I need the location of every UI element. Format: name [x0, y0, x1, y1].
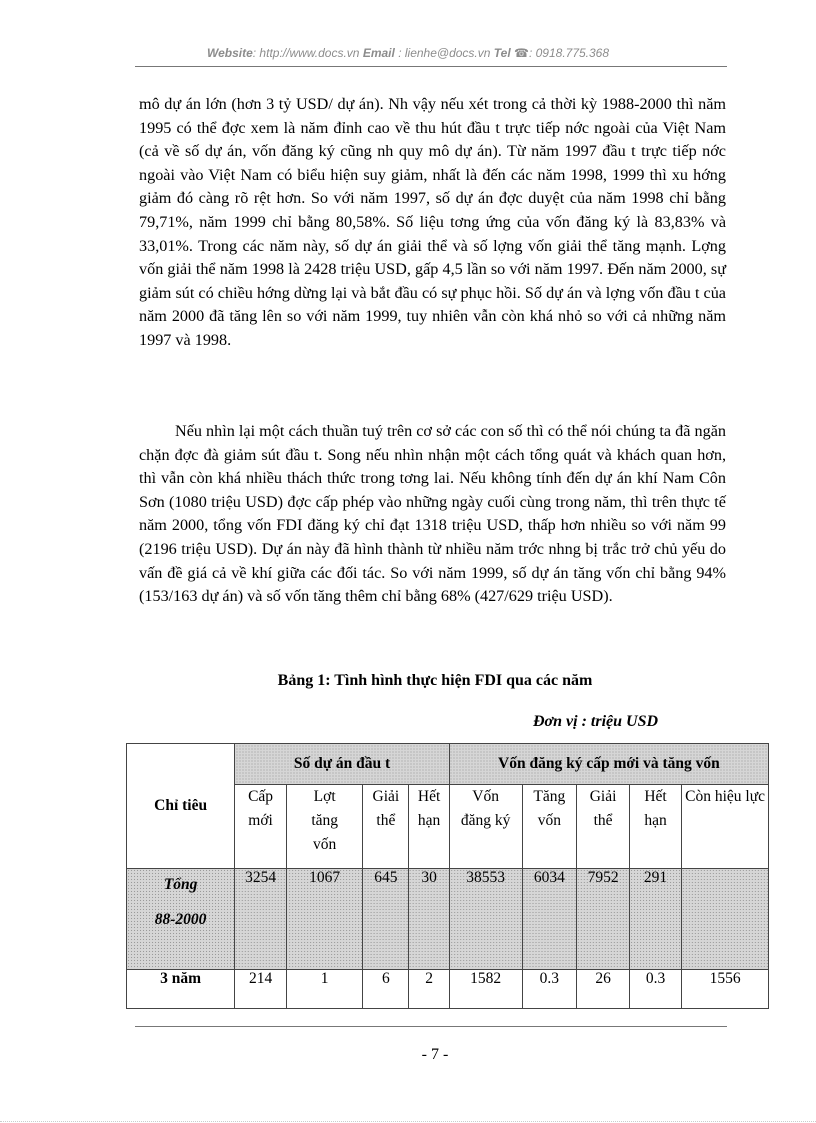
table-cell: 1: [286, 970, 363, 1009]
row-label: Tổng 88-2000: [127, 869, 235, 970]
col-header: Cấp mới: [235, 785, 287, 869]
table-row: [127, 869, 769, 970]
table-cell: 1582: [449, 970, 522, 1009]
table-unit: Đơn vị : triệu USD: [533, 713, 659, 730]
page-number: - 7 -: [421, 1046, 449, 1063]
col-header: Tăng vốn: [522, 785, 577, 869]
table-cell: 291: [629, 869, 681, 970]
table-cell: 26: [577, 970, 630, 1009]
table-cell: 0.3: [629, 970, 681, 1009]
col-header: Hết hạn: [409, 785, 449, 869]
website-label: Website: [206, 46, 253, 60]
website-url: : http://www.docs.vn: [252, 46, 360, 60]
table-row: [127, 970, 769, 1009]
table-cell: 7952: [577, 869, 630, 970]
col-header: Giải thể: [363, 785, 409, 869]
table-cell: 1556: [682, 970, 769, 1009]
table-cell: 1067: [286, 869, 363, 970]
email-label: Email: [362, 46, 395, 60]
paragraph-2: Nếu nhìn lại một cách thuần tuý trên cơ sở các con số thì có thể nói chúng ta đã ngăn chặn đợc đà giảm sút đầu t. Song nếu nhìn nhận một cách tổng quát và khách quan hơn, thì vẫn còn khá nhiều thách thức trong tơng lai. Nếu không tính đến dự án khí Nam Côn Sơn (1080 triệu USD) đợc cấp phép vào những ngày cuối cùng trong năm, thì trên thực tế năm 2000, tổng vốn FDI đăng ký chỉ đạt 1318 triệu USD, thấp hơn nhiều so với năm 99 (2196 triệu USD). Dự án này đã hình thành từ nhiều năm trớc nhng bị trắc trở chủ yếu do vấn đề giá cả về khí giữa các đối tác. So với năm 1999, số dự án tăng vốn chỉ bằng 94% (153/163 dự án) và số vốn tăng thêm chỉ bằng 68% (427/629 triệu USD).: [139, 422, 726, 606]
col-header: Còn hiệu lực: [682, 785, 769, 869]
footer-divider: [135, 1026, 727, 1027]
table-cell: 6034: [522, 869, 577, 970]
table-caption: Bảng 1: Tình hình thực hiện FDI qua các năm: [277, 672, 593, 689]
table-cell: 214: [235, 970, 287, 1009]
header-divider: [135, 66, 727, 67]
page-bottom-edge: [0, 1121, 816, 1122]
col-header: Vốn đăng ký: [449, 785, 522, 869]
tel-number: : 0918.775.368: [528, 46, 610, 60]
col-header: Giải thể: [577, 785, 630, 869]
table-cell: 645: [363, 869, 409, 970]
col-header: Lợt tăng vốn: [286, 785, 363, 869]
page-header: [0, 46, 816, 60]
tel-label: Tel ☎: [493, 46, 529, 60]
row-header: Chỉ tiêu: [127, 744, 235, 869]
col-header: Hết hạn: [629, 785, 681, 869]
fdi-table: [126, 743, 769, 1009]
group-header-capital: Vốn đăng ký cấp mới và tăng vốn: [449, 744, 768, 785]
group-header-projects: Số dự án đầu t: [235, 744, 450, 785]
table-cell: 30: [409, 869, 449, 970]
table-cell: 3254: [235, 869, 287, 970]
table-cell: 0.3: [522, 970, 577, 1009]
row-label: 3 năm: [127, 970, 235, 1009]
table-cell: 38553: [449, 869, 522, 970]
table-cell: 6: [363, 970, 409, 1009]
table-cell: 2: [409, 970, 449, 1009]
email-address: : lienhe@docs.vn: [398, 46, 491, 60]
paragraph-1: mô dự án lớn (hơn 3 tỷ USD/ dự án). Nh vậy nếu xét trong cả thời kỳ 1988-2000 thì năm 1995 có thể đợc xem là năm đỉnh cao về thu hút đầu t trực tiếp nớc ngoài của Việt Nam (cả về số dự án, vốn đăng ký cũng nh quy mô dự án). Từ năm 1997 đầu t trực tiếp nớc ngoài vào Việt Nam có biểu hiện suy giảm, nhất là đến các năm 1998, 1999 thì xu hớng giảm đó càng rõ rệt hơn. So với năm 1997, số dự án đợc duyệt của năm 1998 chỉ bằng 79,71%, năm 1999 chỉ bằng 80,58%. Số liệu tơng ứng của vốn đăng ký là 83,83% và 33,01%. Trong các năm này, số dự án giải thể và số lợng vốn giải thể tăng mạnh. Lợng vốn giải thể năm 1998 là 2428 triệu USD, gấp 4,5 lần so với năm 1997. Đến năm 2000, sự giảm sút có chiều hớng dừng lại và bắt đầu có sự phục hồi. Số dự án và lợng vốn đầu t của năm 2000 đã tăng lên so với năm 1999, tuy nhiên vẫn còn khá nhỏ so với cả những năm 1997 và 1998.: [139, 95, 726, 349]
table-cell: [682, 869, 769, 970]
